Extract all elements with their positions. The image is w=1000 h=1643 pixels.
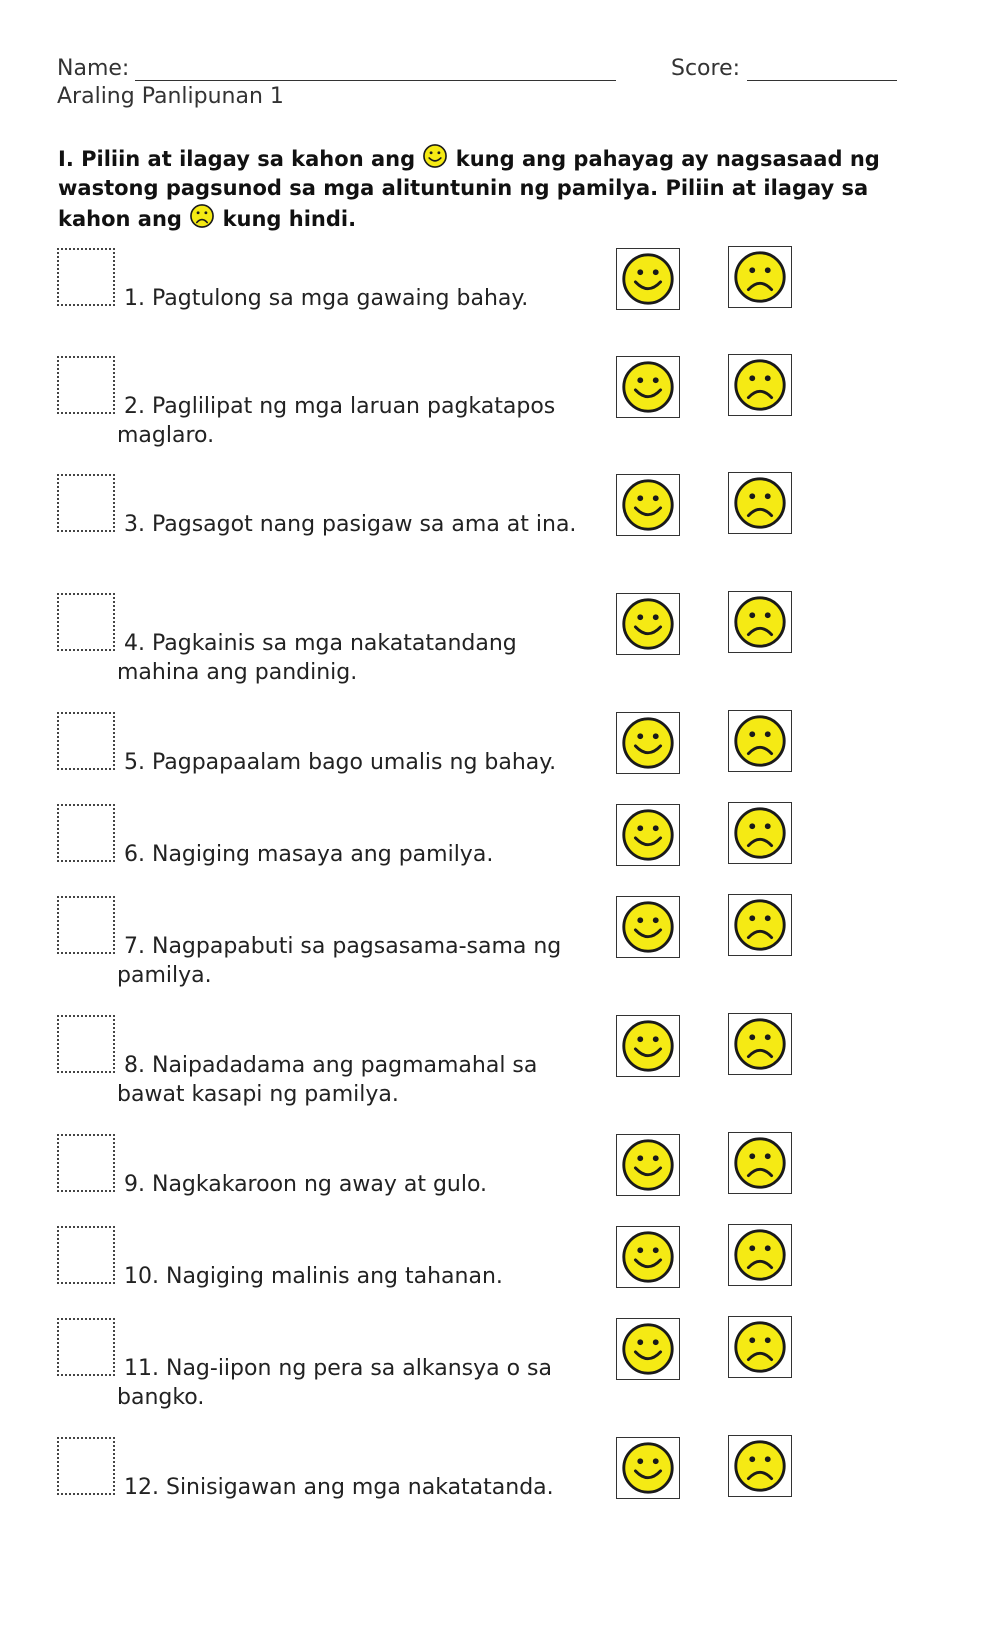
answer-drop-box[interactable] — [57, 1134, 115, 1192]
question-item — [0, 474, 1000, 584]
score-label: Score: — [671, 56, 741, 81]
happy-face-icon[interactable] — [616, 474, 680, 536]
question-text: 8. Naipadadama ang pagmamahal sa bawat kasapi ng pamilya. — [117, 1053, 538, 1107]
answer-drop-box[interactable] — [57, 804, 115, 862]
happy-face-icon[interactable] — [616, 1226, 680, 1288]
instructions-part3: kung hindi. — [222, 207, 357, 231]
question-text: 6. Nagiging masaya ang pamilya. — [124, 842, 494, 867]
question-item — [0, 896, 1000, 1006]
happy-face-icon[interactable] — [616, 1134, 680, 1196]
inline-sad-face-icon — [189, 203, 215, 229]
sad-face-icon[interactable] — [728, 1224, 792, 1286]
subject-label: Araling Panlipunan 1 — [57, 84, 284, 109]
answer-drop-box[interactable] — [57, 474, 115, 532]
answer-drop-box[interactable] — [57, 1226, 115, 1284]
sad-face-icon[interactable] — [728, 894, 792, 956]
question-item — [0, 1437, 1000, 1547]
sad-face-icon[interactable] — [728, 1316, 792, 1378]
happy-face-icon[interactable] — [616, 593, 680, 655]
question-item — [0, 1318, 1000, 1428]
sad-face-icon[interactable] — [728, 354, 792, 416]
instructions-part1: I. Piliin at ilagay sa kahon ang — [58, 147, 416, 171]
answer-drop-box[interactable] — [57, 1437, 115, 1495]
happy-face-icon[interactable] — [616, 712, 680, 774]
answer-drop-box[interactable] — [57, 1318, 115, 1376]
inline-happy-face-icon — [422, 143, 448, 169]
answer-drop-box[interactable] — [57, 712, 115, 770]
answer-drop-box[interactable] — [57, 356, 115, 414]
happy-face-icon[interactable] — [616, 804, 680, 866]
happy-face-icon[interactable] — [616, 1318, 680, 1380]
question-text: 12. Sinisigawan ang mga nakatatanda. — [124, 1475, 554, 1500]
sad-face-icon[interactable] — [728, 472, 792, 534]
name-field[interactable] — [135, 80, 616, 81]
question-item — [0, 1015, 1000, 1125]
question-text: 1. Pagtulong sa mga gawaing bahay. — [124, 286, 529, 311]
question-text: 4. Pagkainis sa mga nakatatandang mahina ang pandinig. — [117, 631, 517, 685]
score-field[interactable] — [747, 80, 897, 81]
sad-face-icon[interactable] — [728, 1132, 792, 1194]
question-text: 5. Pagpapaalam bago umalis ng bahay. — [124, 750, 557, 775]
sad-face-icon[interactable] — [728, 710, 792, 772]
instructions — [58, 143, 938, 234]
instructions-part2: kung ang pahayag ay nagsasaad ng wastong pagsunod sa mga alituntunin ng pamilya. Piliin at ilagay sa kahon ang — [58, 147, 880, 231]
sad-face-icon[interactable] — [728, 591, 792, 653]
answer-drop-box[interactable] — [57, 896, 115, 954]
name-label: Name: — [57, 56, 130, 81]
question-item — [0, 593, 1000, 703]
question-text: 2. Paglilipat ng mga laruan pagkatapos maglaro. — [117, 394, 556, 448]
answer-drop-box[interactable] — [57, 248, 115, 306]
happy-face-icon[interactable] — [616, 248, 680, 310]
question-text: 9. Nagkakaroon ng away at gulo. — [124, 1172, 488, 1197]
happy-face-icon[interactable] — [616, 1437, 680, 1499]
sad-face-icon[interactable] — [728, 1435, 792, 1497]
answer-drop-box[interactable] — [57, 1015, 115, 1073]
question-text: 11. Nag-iipon ng pera sa alkansya o sa bangko. — [117, 1356, 552, 1410]
question-text: 10. Nagiging malinis ang tahanan. — [124, 1264, 503, 1289]
sad-face-icon[interactable] — [728, 1013, 792, 1075]
happy-face-icon[interactable] — [616, 1015, 680, 1077]
sad-face-icon[interactable] — [728, 246, 792, 308]
happy-face-icon[interactable] — [616, 356, 680, 418]
happy-face-icon[interactable] — [616, 896, 680, 958]
question-item — [0, 248, 1000, 358]
question-item — [0, 356, 1000, 466]
question-text: 3. Pagsagot nang pasigaw sa ama at ina. — [124, 512, 577, 537]
question-text: 7. Nagpapabuti sa pagsasama-sama ng pamilya. — [117, 934, 562, 988]
sad-face-icon[interactable] — [728, 802, 792, 864]
answer-drop-box[interactable] — [57, 593, 115, 651]
